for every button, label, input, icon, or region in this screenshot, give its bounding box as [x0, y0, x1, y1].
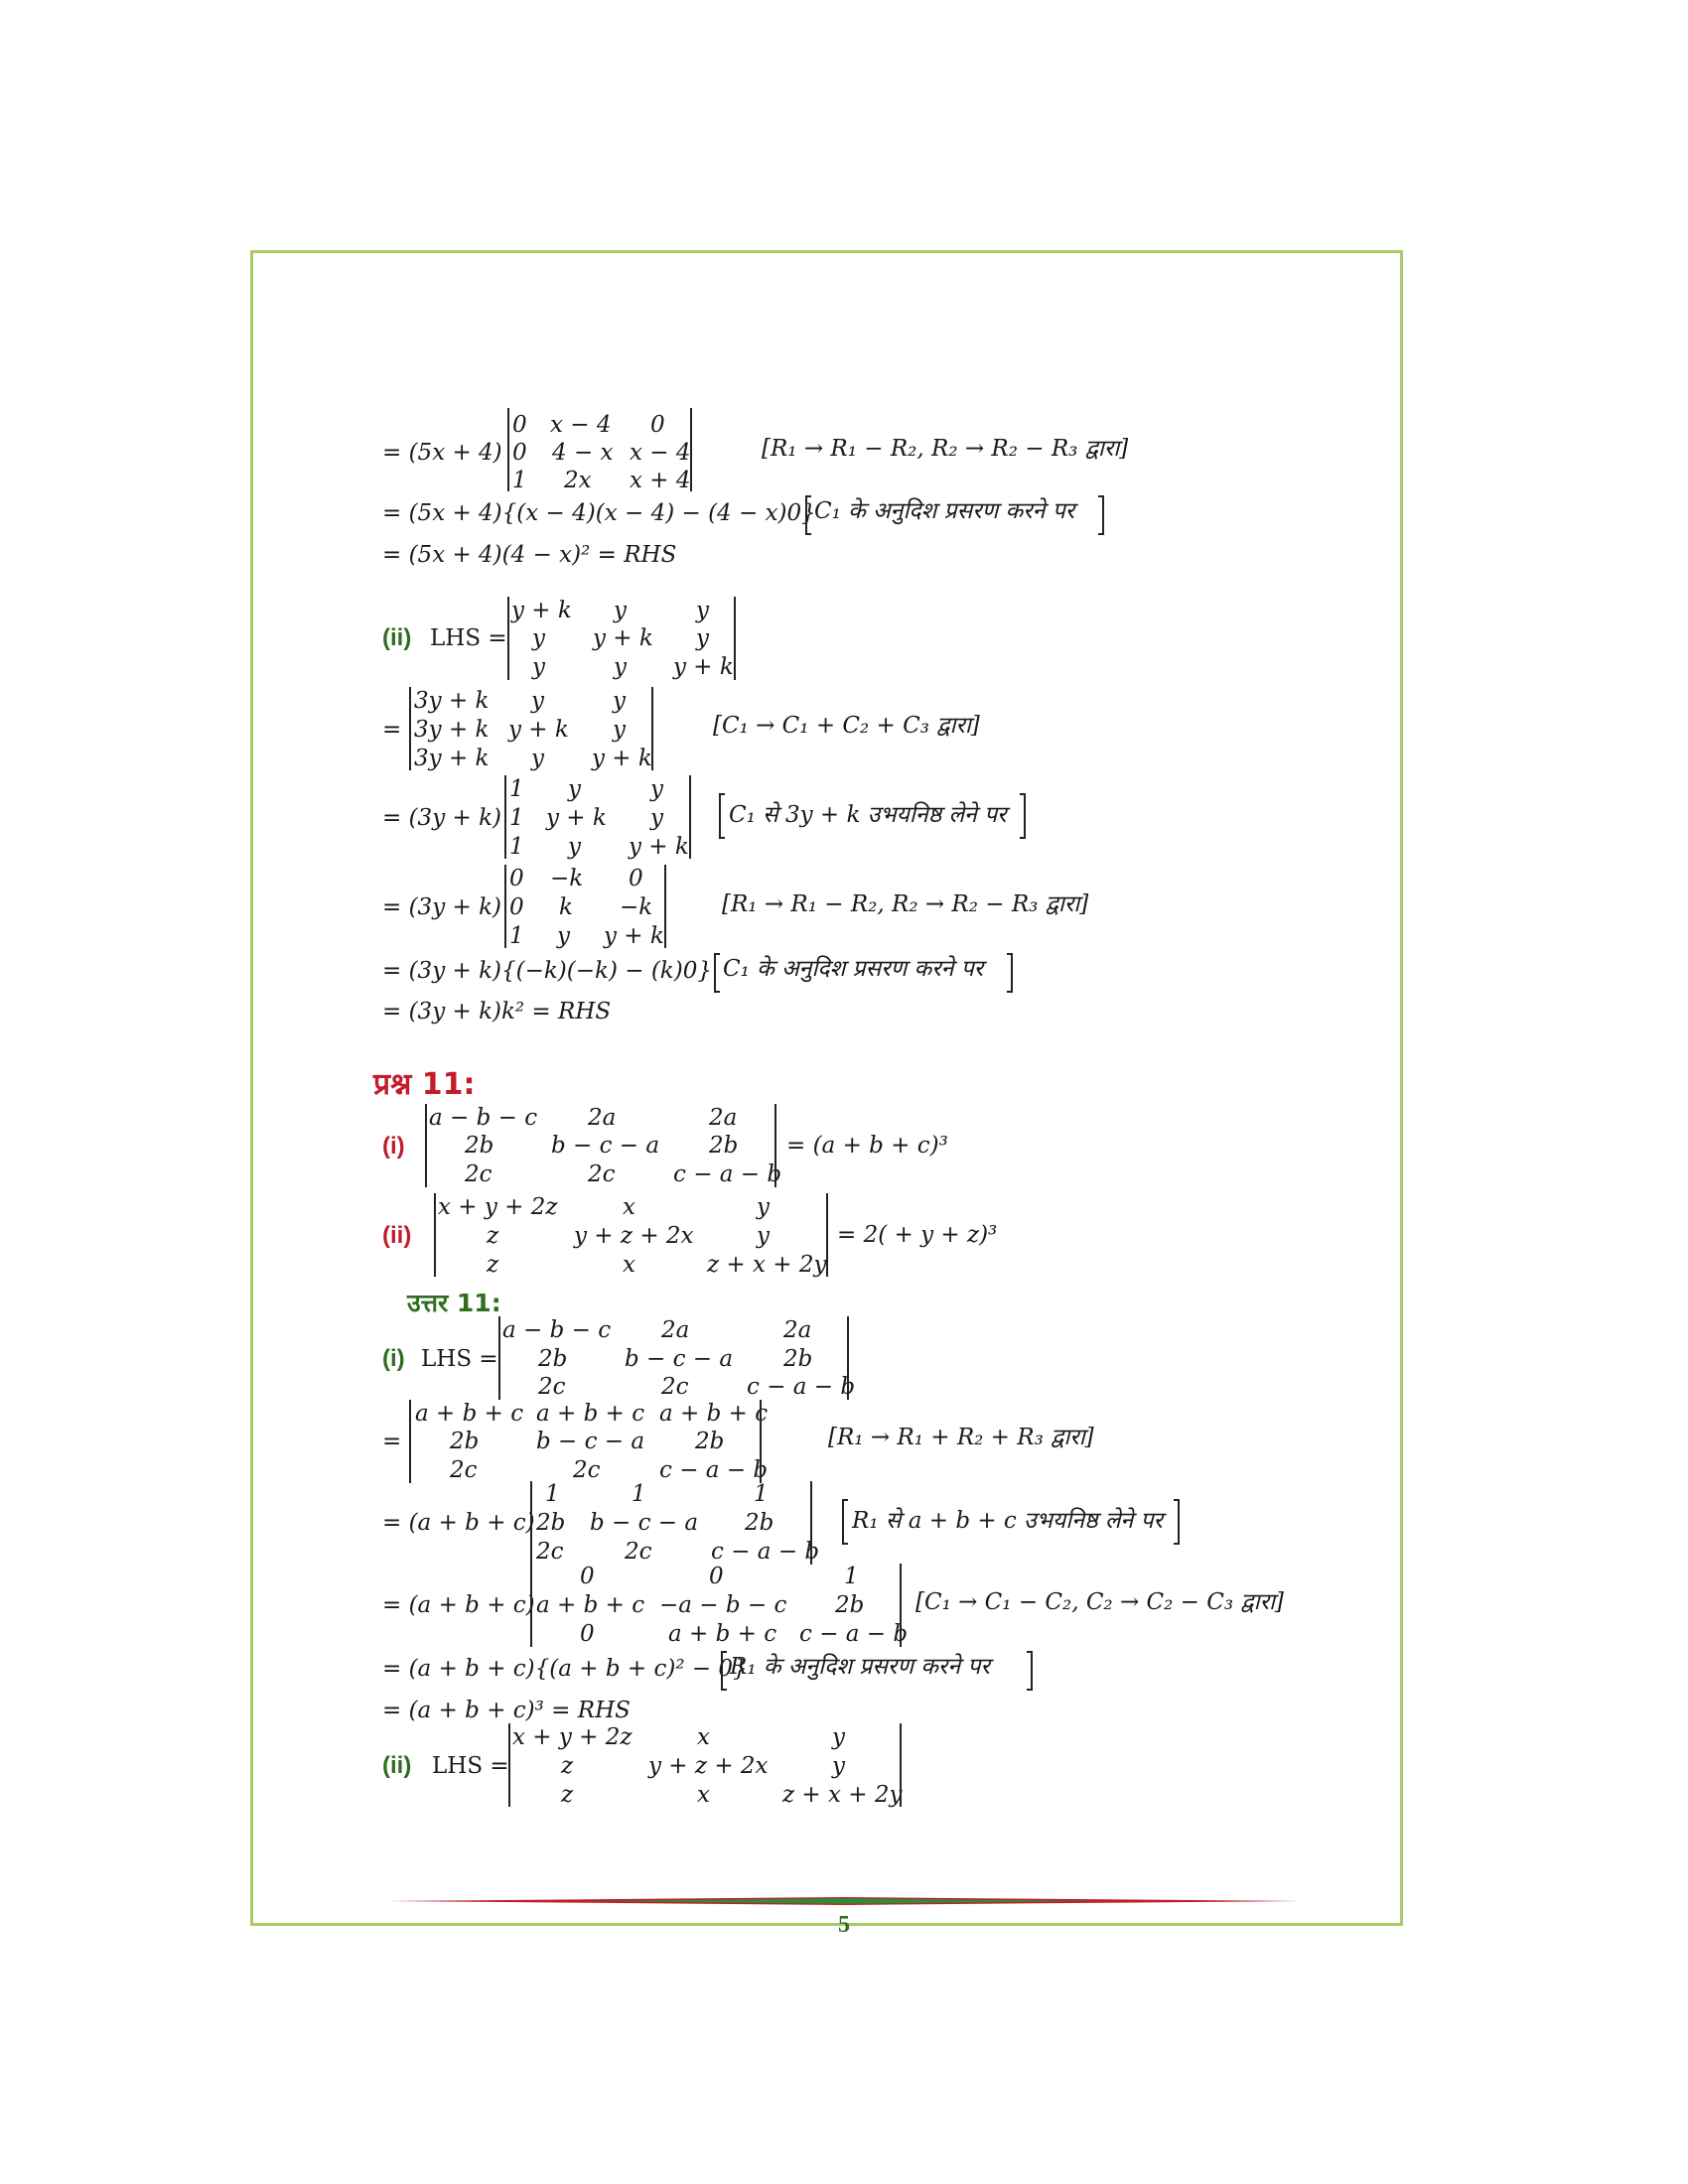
- bracket-left: [719, 793, 725, 839]
- bracket-right: [1020, 793, 1026, 839]
- matrix-cell: y + k: [592, 746, 652, 771]
- matrix-cell: y: [568, 776, 581, 802]
- det-bar-right: [689, 775, 691, 859]
- det-bar-left: [409, 1400, 411, 1483]
- part-label: (ii): [382, 1222, 412, 1249]
- matrix-cell: x: [697, 1724, 710, 1750]
- bracket-left: [721, 1651, 727, 1691]
- det-bar-right: [774, 1104, 776, 1187]
- matrix-cell: c − a − b: [799, 1621, 909, 1647]
- det-bar-left: [498, 1316, 500, 1400]
- det-bar-left: [504, 865, 506, 948]
- matrix-cell: 2b: [745, 1510, 774, 1536]
- matrix-cell: z: [561, 1753, 574, 1779]
- matrix-cell: 2b: [709, 1133, 739, 1159]
- det-bar-left: [434, 1193, 436, 1277]
- matrix-cell: −a − b − c: [659, 1592, 787, 1618]
- bracket-left: [842, 1499, 848, 1545]
- matrix-cell: z: [487, 1252, 499, 1278]
- det-bar-left: [425, 1104, 427, 1187]
- matrix-cell: 2b: [695, 1429, 725, 1454]
- matrix-cell: 1: [512, 468, 527, 493]
- operation-note: [C₁ → C₁ − C₂, C₂ → C₂ − C₃ द्वारा]: [915, 1589, 1284, 1615]
- det-bar-left: [508, 1723, 510, 1807]
- matrix-cell: −k: [620, 894, 653, 920]
- matrix-cell: 2a: [588, 1105, 617, 1131]
- lhs-label: LHS =: [421, 1346, 498, 1372]
- matrix-cell: 2c: [536, 1539, 564, 1565]
- matrix-cell: 2a: [661, 1317, 690, 1343]
- matrix-cell: y: [696, 598, 709, 623]
- matrix-cell: x + 4: [630, 468, 691, 493]
- matrix-cell: y: [613, 717, 626, 743]
- matrix-cell: 2a: [783, 1317, 812, 1343]
- matrix-cell: 2b: [783, 1346, 813, 1372]
- matrix-cell: y + k: [593, 625, 653, 651]
- matrix-cell: 4 − x: [552, 440, 614, 466]
- matrix-cell: c − a − b: [673, 1161, 782, 1187]
- bracket-left: [714, 953, 720, 993]
- matrix-cell: y: [832, 1724, 845, 1750]
- matrix-cell: 0: [580, 1564, 595, 1589]
- matrix-cell: 0: [512, 412, 527, 438]
- matrix-cell: 1: [509, 805, 524, 831]
- matrix-cell: y: [613, 688, 626, 714]
- part-a-prefix: = (5x + 4): [382, 440, 502, 466]
- expansion-line: = (5x + 4){(x − 4)(x − 4) − (4 − x)0}: [382, 500, 816, 526]
- matrix-cell: z + x + 2y: [782, 1782, 903, 1808]
- bracket-right: [1174, 1499, 1180, 1545]
- matrix-cell: 0: [629, 866, 643, 891]
- matrix-cell: 2c: [573, 1457, 601, 1483]
- det-bar-right: [690, 408, 692, 491]
- matrix-cell: 2b: [538, 1346, 568, 1372]
- matrix-cell: 2c: [588, 1161, 616, 1187]
- matrix-cell: y: [557, 923, 570, 949]
- matrix-cell: y: [614, 654, 627, 680]
- matrix-cell: 3y + k: [414, 688, 490, 714]
- matrix-cell: 0: [709, 1564, 724, 1589]
- operation-note: C₁ के अनुदिश प्रसरण करने पर: [723, 956, 984, 982]
- matrix-cell: x: [623, 1194, 635, 1220]
- det-bar-left: [409, 687, 411, 770]
- matrix-cell: 2c: [661, 1374, 689, 1400]
- operation-note: R₁ से a + b + c उभयनिष्ठ लेने पर: [852, 1508, 1163, 1534]
- matrix-cell: y: [650, 776, 663, 802]
- result-line: = (3y + k)k² = RHS: [382, 999, 612, 1024]
- page-number: 5: [838, 1912, 850, 1938]
- matrix-cell: x: [697, 1782, 710, 1808]
- det-bar-left: [530, 1481, 532, 1565]
- matrix-cell: 1: [509, 834, 524, 860]
- matrix-cell: y: [650, 805, 663, 831]
- matrix-cell: b − c − a: [551, 1133, 660, 1159]
- operation-note: C₁ से 3y + k उभयनिष्ठ लेने पर: [729, 802, 1007, 828]
- matrix-cell: z: [561, 1782, 574, 1808]
- matrix-cell: x: [623, 1252, 635, 1278]
- matrix-cell: x + y + 2z: [438, 1194, 558, 1220]
- det-bar-right: [900, 1564, 902, 1647]
- operation-note: [R₁ → R₁ − R₂, R₂ → R₂ − R₃ द्वारा]: [722, 891, 1089, 917]
- matrix-cell: −k: [550, 866, 584, 891]
- matrix-cell: y: [614, 598, 627, 623]
- matrix-cell: 2c: [538, 1374, 566, 1400]
- matrix-cell: y + k: [511, 598, 572, 623]
- part-label: (i): [382, 1345, 405, 1372]
- matrix-cell: y: [832, 1753, 845, 1779]
- bracket-right: [1027, 1651, 1033, 1691]
- matrix-cell: y: [696, 625, 709, 651]
- matrix-cell: y: [757, 1223, 770, 1249]
- factor-prefix: = (a + b + c): [382, 1510, 535, 1536]
- expansion-line: = (a + b + c){(a + b + c)² − 0}: [382, 1656, 748, 1682]
- matrix-cell: 0: [509, 894, 524, 920]
- matrix-cell: 2b: [536, 1510, 566, 1536]
- equals-sign: =: [382, 1429, 402, 1454]
- matrix-cell: b − c − a: [625, 1346, 734, 1372]
- det-bar-right: [810, 1481, 812, 1565]
- det-bar-left: [507, 597, 509, 680]
- matrix-cell: y + z + 2x: [648, 1753, 769, 1779]
- matrix-cell: 1: [509, 923, 524, 949]
- operation-note: [R₁ → R₁ − R₂, R₂ → R₂ − R₃ द्वारा]: [762, 436, 1129, 462]
- matrix-cell: y: [532, 654, 545, 680]
- matrix-cell: x − 4: [550, 412, 612, 438]
- matrix-cell: y + k: [604, 923, 664, 949]
- equals-sign: =: [382, 717, 402, 743]
- det-bar-right: [847, 1316, 849, 1400]
- part-label: (i): [382, 1133, 405, 1160]
- factor-prefix: = (a + b + c): [382, 1592, 535, 1618]
- matrix-cell: y + z + 2x: [574, 1223, 694, 1249]
- matrix-cell: 2c: [625, 1539, 652, 1565]
- matrix-cell: 1: [509, 776, 524, 802]
- expansion-line: = (3y + k){(−k)(−k) − (k)0}: [382, 958, 712, 984]
- matrix-cell: 2a: [709, 1105, 738, 1131]
- factor-prefix: = (3y + k): [382, 805, 501, 831]
- matrix-cell: 0: [650, 412, 665, 438]
- matrix-cell: 2c: [450, 1457, 478, 1483]
- matrix-cell: 2b: [465, 1133, 494, 1159]
- matrix-cell: y + k: [508, 717, 569, 743]
- matrix-cell: c − a − b: [659, 1457, 769, 1483]
- matrix-cell: x − 4: [630, 440, 691, 466]
- matrix-cell: 2b: [450, 1429, 480, 1454]
- part-label: (ii): [382, 624, 412, 651]
- matrix-cell: y: [568, 834, 581, 860]
- matrix-cell: z + x + 2y: [707, 1252, 827, 1278]
- det-bar-right: [664, 865, 666, 948]
- matrix-cell: 3y + k: [414, 717, 490, 743]
- matrix-cell: 3y + k: [414, 746, 490, 771]
- bracket-left: [805, 495, 811, 535]
- matrix-cell: 2c: [465, 1161, 492, 1187]
- matrix-cell: y + k: [673, 654, 734, 680]
- matrix-cell: a + b + c: [536, 1592, 645, 1618]
- matrix-cell: 2x: [564, 468, 592, 493]
- equation-rhs: = (a + b + c)³: [786, 1133, 948, 1159]
- matrix-cell: 1: [844, 1564, 859, 1589]
- matrix-cell: 0: [580, 1621, 595, 1647]
- bracket-right: [1098, 495, 1104, 535]
- matrix-cell: b − c − a: [590, 1510, 699, 1536]
- part-label: (ii): [382, 1752, 412, 1779]
- question-title: प्रश्न 11:: [373, 1067, 476, 1102]
- matrix-cell: b − c − a: [536, 1429, 645, 1454]
- matrix-cell: a + b + c: [659, 1401, 769, 1427]
- matrix-cell: 0: [509, 866, 524, 891]
- det-bar-right: [826, 1193, 828, 1277]
- matrix-cell: y: [531, 688, 544, 714]
- matrix-cell: x + y + 2z: [512, 1724, 633, 1750]
- factor-prefix: = (3y + k): [382, 894, 501, 920]
- operation-note: [C₁ → C₁ + C₂ + C₃ द्वारा]: [713, 713, 980, 739]
- det-bar-right: [651, 687, 653, 770]
- det-bar-left: [504, 775, 506, 859]
- det-bar-right: [734, 597, 736, 680]
- operation-note: R₁ के अनुदिश प्रसरण करने पर: [730, 1654, 990, 1680]
- matrix-cell: a − b − c: [429, 1105, 538, 1131]
- matrix-cell: z: [487, 1223, 499, 1249]
- matrix-cell: y: [532, 625, 545, 651]
- lhs-label: LHS =: [432, 1753, 509, 1779]
- matrix-cell: 1: [545, 1481, 560, 1507]
- matrix-cell: y: [757, 1194, 770, 1220]
- result-line: = (a + b + c)³ = RHS: [382, 1698, 631, 1723]
- lhs-label: LHS =: [430, 625, 507, 651]
- matrix-cell: y + k: [546, 805, 607, 831]
- matrix-cell: a + b + c: [668, 1621, 777, 1647]
- det-bar-right: [760, 1400, 762, 1483]
- result-line: = (5x + 4)(4 − x)² = RHS: [382, 542, 677, 568]
- matrix-cell: k: [559, 894, 573, 920]
- matrix-cell: a + b + c: [536, 1401, 645, 1427]
- matrix-cell: y + k: [629, 834, 689, 860]
- operation-note: [R₁ → R₁ + R₂ + R₃ द्वारा]: [828, 1425, 1094, 1450]
- answer-title: उत्तर 11:: [407, 1289, 501, 1317]
- matrix-cell: 1: [632, 1481, 646, 1507]
- det-bar-right: [900, 1723, 902, 1807]
- matrix-cell: 0: [512, 440, 527, 466]
- matrix-cell: 2b: [835, 1592, 865, 1618]
- operation-note: C₁ के अनुदिश प्रसरण करने पर: [814, 498, 1075, 524]
- matrix-cell: c − a − b: [747, 1374, 856, 1400]
- equation-rhs: = 2( + y + z)³: [837, 1222, 998, 1248]
- det-bar-left: [507, 408, 509, 491]
- matrix-cell: a − b − c: [502, 1317, 612, 1343]
- matrix-cell: 1: [754, 1481, 769, 1507]
- bracket-right: [1007, 953, 1013, 993]
- det-bar-left: [530, 1564, 532, 1647]
- matrix-cell: a + b + c: [415, 1401, 524, 1427]
- matrix-cell: c − a − b: [711, 1539, 820, 1565]
- matrix-cell: y: [531, 746, 544, 771]
- footer-divider: [387, 1897, 1301, 1905]
